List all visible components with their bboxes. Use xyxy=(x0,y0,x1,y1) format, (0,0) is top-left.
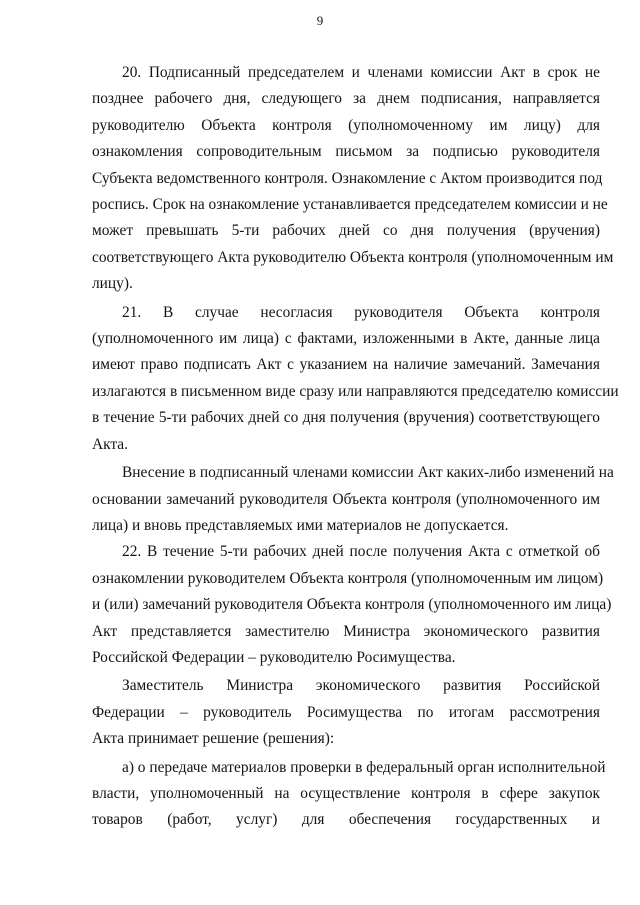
text-line: а) о передаче материалов проверки в федеральный орган исполнительной xyxy=(122,758,606,776)
text-line: имеют право подписать Акт с указанием на наличие замечаний. Замечания xyxy=(92,356,600,374)
page-number: 9 xyxy=(316,13,324,28)
text-line: и (или) замечаний руководителя Объекта контроля (уполномоченного им лица) xyxy=(92,596,612,614)
text-line: Акта. xyxy=(92,435,128,453)
text-line: Российской Федерации – руководителю Росимущества. xyxy=(92,648,456,666)
text-line: роспись. Срок на ознакомление устанавливается председателем комиссии и не xyxy=(92,196,608,214)
text-line: соответствующего Акта руководителю Объекта контроля (уполномоченным им xyxy=(92,248,614,266)
text-line: власти, уполномоченный на осуществление контроля в сфере закупок xyxy=(92,784,600,802)
text-line: Акта принимает решение (решения): xyxy=(92,730,335,748)
text-line: ознакомления сопроводительным письмом за подписью руководителя xyxy=(92,143,600,161)
text-line: основании замечаний руководителя Объекта контроля (уполномоченного им xyxy=(92,490,600,508)
text-line: излагаются в письменном виде сразу или направляются председателю комиссии xyxy=(92,382,619,400)
paragraph-20 xyxy=(92,60,614,298)
paragraph-amendments xyxy=(92,460,614,539)
text-line: товаров (работ, услуг) для обеспечения государственных и xyxy=(92,811,600,829)
text-line: ознакомлении руководителем Объекта контроля (уполномоченным им лицом) xyxy=(92,569,604,587)
paragraph-item-a xyxy=(92,755,606,834)
paragraph-22 xyxy=(92,539,612,671)
text-line: лицу). xyxy=(92,275,133,293)
text-line: 21. В случае несогласия руководителя Объекта контроля xyxy=(122,303,600,321)
document-body xyxy=(92,60,619,834)
text-line: может превышать 5-ти рабочих дней со дня получения (вручения) xyxy=(92,222,600,240)
text-line: Внесение в подписанный членами комиссии Акт каких-либо изменений на xyxy=(122,464,614,482)
text-line: (уполномоченного им лица) с фактами, изложенными в Акте, данные лица xyxy=(92,330,600,348)
paragraph-21 xyxy=(92,300,619,458)
text-line: руководителю Объекта контроля (уполномоченному им лицу) для xyxy=(92,116,600,134)
text-line: Заместитель Министра экономического развития Российской xyxy=(122,677,600,695)
text-line: Субъекта ведомственного контроля. Ознакомление с Актом производится под xyxy=(92,169,603,187)
text-line: Акт представляется заместителю Министра экономического развития xyxy=(92,622,600,640)
text-line: позднее рабочего дня, следующего за днем подписания, направляется xyxy=(92,90,600,108)
text-line: лица) и вновь представляемых ими материалов не допускается. xyxy=(92,516,509,534)
text-line: в течение 5-ти рабочих дней со дня получения (вручения) соответствующего xyxy=(92,409,600,427)
paragraph-deputy-minister xyxy=(92,673,600,752)
text-line: 20. Подписанный председателем и членами комиссии Акт в срок не xyxy=(122,64,600,81)
text-line: Федерации – руководитель Росимущества по итогам рассмотрения xyxy=(92,703,600,721)
text-line: 22. В течение 5-ти рабочих дней после получения Акта с отметкой об xyxy=(122,543,600,561)
